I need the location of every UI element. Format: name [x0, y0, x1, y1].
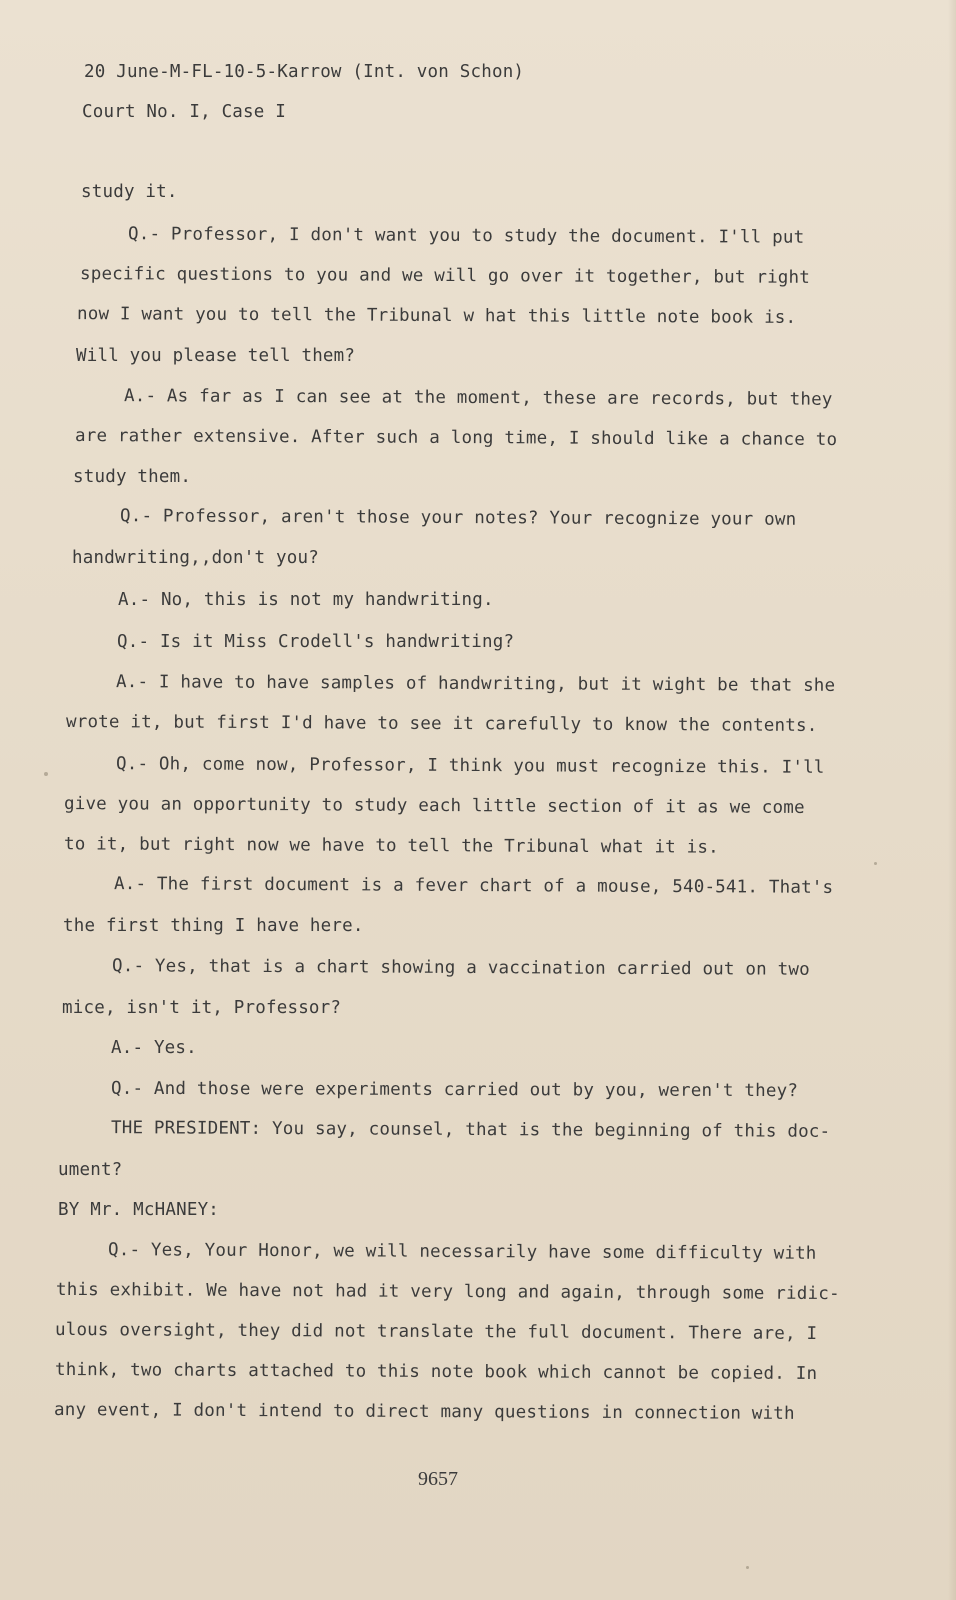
text-line-9: Q.- Professor, aren't those your notes? Your recognize your own — [119, 506, 797, 530]
header-line-2: Court No. I, Case I — [82, 102, 286, 122]
text-line-21: mice, isn't it, Professor? — [62, 998, 342, 1018]
text-line-10: handwriting,,don't you? — [72, 548, 319, 568]
text-line-12: Q.- Is it Miss Crodell's handwriting? — [117, 632, 515, 652]
paper-speck — [874, 862, 877, 865]
text-line-11: A.- No, this is not my handwriting. — [118, 590, 494, 610]
paper-speck — [44, 772, 48, 776]
text-line-1: study it. — [81, 182, 178, 202]
text-line-22: A.- Yes. — [111, 1038, 197, 1058]
text-line-23: Q.- And those were experiments carried out by you, weren't they? — [110, 1078, 799, 1102]
page-edge-shadow — [948, 0, 956, 1600]
text-line-3: specific questions to you and we will go over it together, but right — [79, 264, 811, 288]
text-line-29: ulous oversight, they did not translate the full document. There are, I — [54, 1320, 818, 1344]
text-line-15: Q.- Oh, come now, Professor, I think you must recognize this. I'll — [115, 754, 825, 778]
header-line-1: 20 June-M-FL-10-5-Karrow (Int. von Schon) — [84, 62, 525, 82]
text-line-4: now I want you to tell the Tribunal w hat this little note book is. — [76, 304, 797, 328]
text-line-14: wrote it, but first I'd have to see it carefully to know the contents. — [65, 712, 818, 736]
text-line-18: A.- The first document is a fever chart of a mouse, 540-541. That's — [113, 874, 834, 898]
text-line-31: any event, I don't intend to direct many questions in connection with — [53, 1400, 795, 1424]
paper-speck — [746, 1566, 749, 1569]
text-line-16: give you an opportunity to study each little section of it as we come — [63, 794, 805, 818]
text-line-5: Will you please tell them? — [76, 346, 356, 366]
text-line-19: the first thing I have here. — [63, 916, 364, 936]
text-line-30: think, two charts attached to this note book which cannot be copied. In — [54, 1360, 818, 1384]
text-line-28: this exhibit. We have not had it very long and again, through some ridic- — [55, 1279, 840, 1305]
text-line-13: A.- I have to have samples of handwriting, but it wight be that she — [115, 672, 836, 696]
text-line-8: study them. — [73, 467, 192, 487]
text-line-7: are rather extensive. After such a long time, I should like a chance to — [74, 426, 838, 450]
text-line-26: BY Mr. McHANEY: — [58, 1200, 220, 1220]
text-line-2: Q.- Professor, I don't want you to study the document. I'll put — [127, 224, 805, 248]
text-line-17: to it, but right now we have to tell the Tribunal what it is. — [63, 834, 719, 858]
text-line-6: A.- As far as I can see at the moment, these are records, but they — [123, 386, 833, 410]
text-line-25: ument? — [58, 1160, 123, 1180]
text-line-24: THE PRESIDENT: You say, counsel, that is the beginning of this doc- — [110, 1118, 831, 1142]
text-line-20: Q.- Yes, that is a chart showing a vaccination carried out on two — [111, 956, 810, 980]
text-line-27: Q.- Yes, Your Honor, we will necessarily have some difficulty with — [107, 1240, 817, 1264]
page-number: 9657 — [418, 1468, 458, 1490]
